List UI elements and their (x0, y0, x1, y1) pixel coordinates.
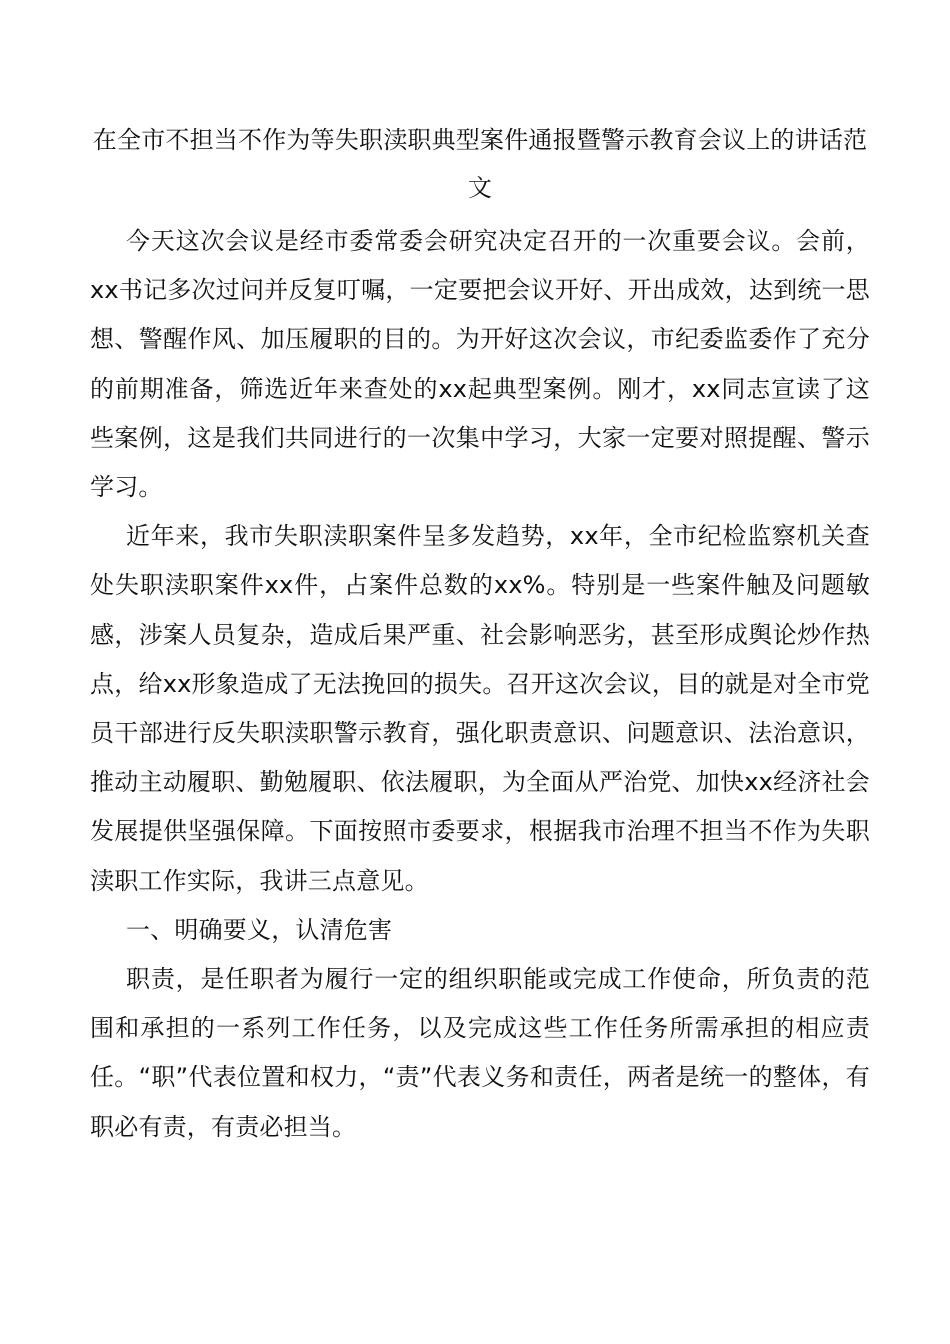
document-title: 在全市不担当不作为等失职渎职典型案件通报暨警示教育会议上的讲话范文 (92, 126, 868, 202)
section-heading-1: 一、明确要义，认清危害 (126, 915, 393, 944)
document-page (90, 116, 870, 1152)
body-paragraph-2: 近年来，我市失职渎职案件呈多发趋势，xx年，全市纪检监察机关查处失职渎职案件xx件，占案件总数的xx%。特别是一些案件触及问题敏感，涉案人员复杂，造成后果严重、社会影响恶劣，甚至形成舆论炒作热点，给xx形象造成了无法挽回的损失。召开这次会议，目的就是对全市党员干部进行反失职渎职警示教育，强化职责意识、问题意识、法治意识，推动主动履职、勤勉履职、依法履职，为全面从严治党、加快xx经济社会发展提供坚强保障。下面按照市委要求，根据我市治理不担当不作为失职渎职工作实际，我讲三点意见。 (90, 522, 870, 895)
body-paragraph-3: 职责，是任职者为履行一定的组织职能或完成工作使命，所负责的范围和承担的一系列工作任务，以及完成这些工作任务所需承担的相应责任。“职”代表位置和权力，“责”代表义务和责任，两者是统一的整体，有职必有责，有责必担当。 (90, 965, 870, 1141)
body-paragraph-1: 今天这次会议是经市委常委会研究决定召开的一次重要会议。会前，xx书记多次过问并反复叮嘱，一定要把会议开好、开出成效，达到统一思想、警醒作风、加压履职的目的。为开好这次会议，市纪委监委作了充分的前期准备，筛选近年来查处的xx起典型案例。刚才，xx同志宣读了这些案例，这是我们共同进行的一次集中学习，大家一定要对照提醒、警示学习。 (90, 227, 870, 502)
